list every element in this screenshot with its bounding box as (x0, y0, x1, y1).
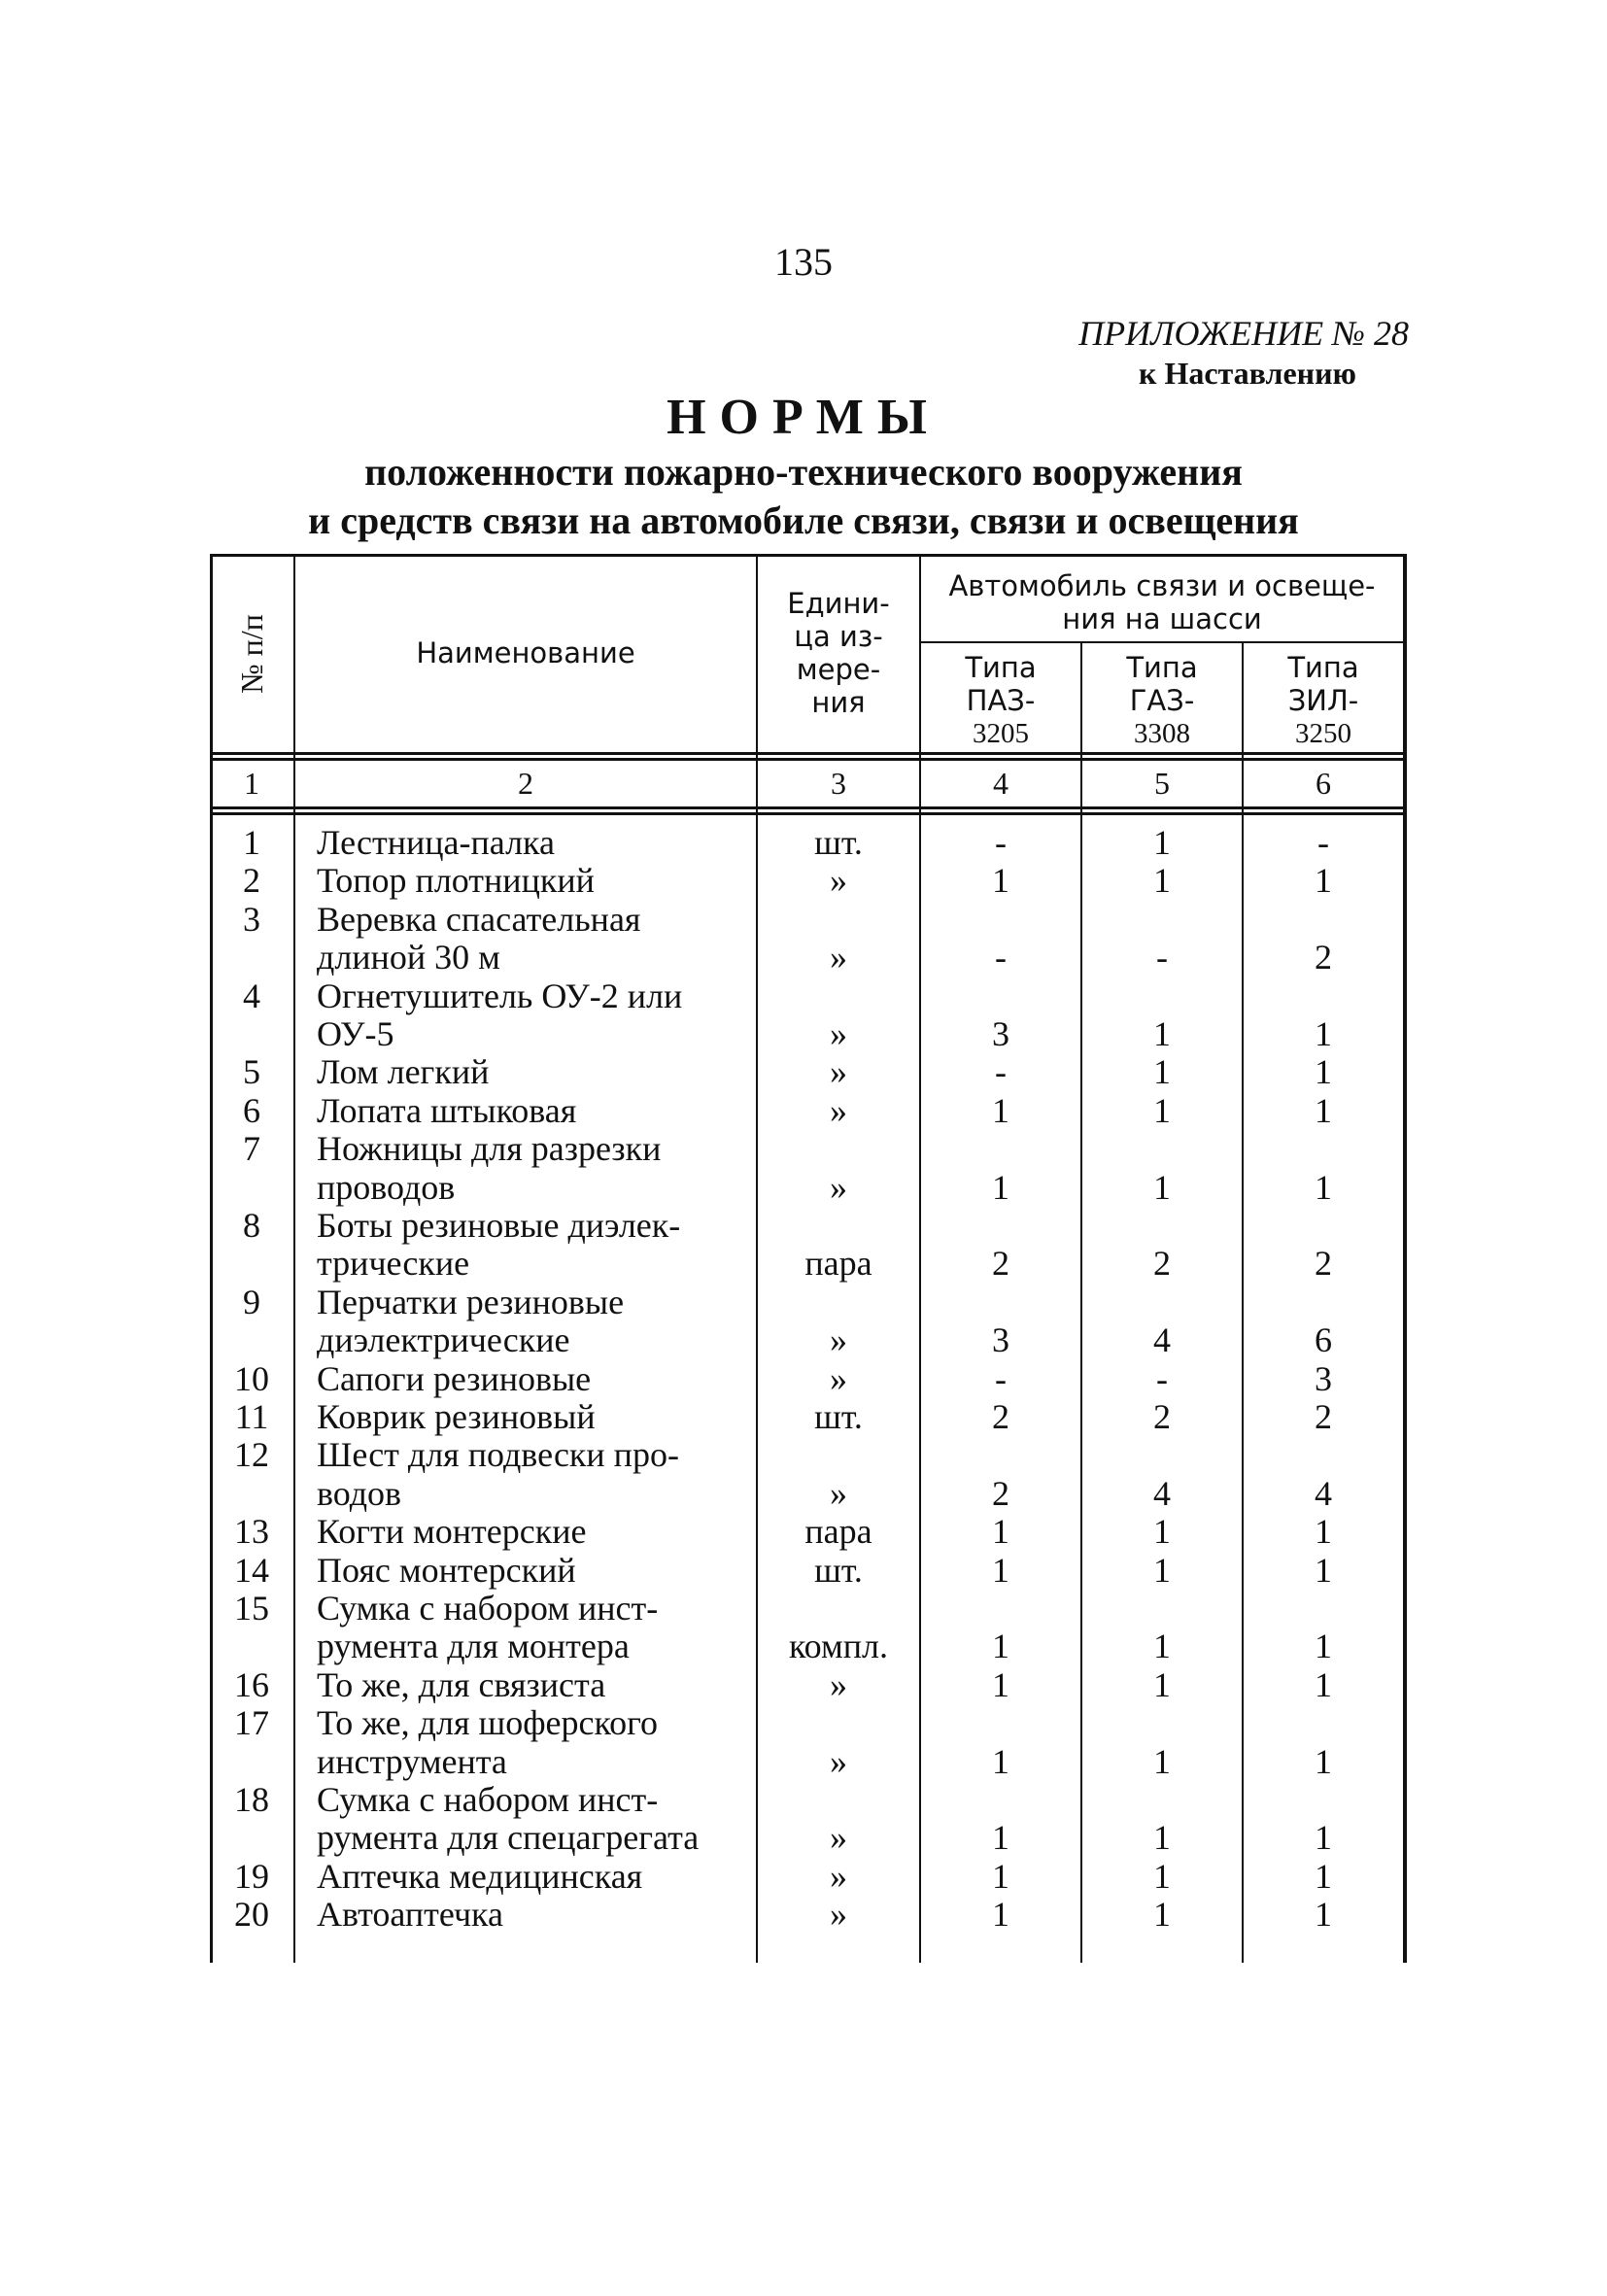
row-unit: » (830, 1895, 847, 1935)
row-name: Ножницы для разрезки (317, 1129, 662, 1169)
row-unit: » (830, 1167, 847, 1207)
row-number: 20 (234, 1895, 269, 1935)
table-right-border (1403, 554, 1407, 1963)
row-name: Коврик резиновый (317, 1397, 596, 1436)
row-name: То же, для связиста (317, 1664, 606, 1704)
row-value: 1 (1315, 861, 1332, 901)
row-unit: » (830, 1664, 847, 1704)
row-value: 1 (992, 1512, 1009, 1552)
column-number: 2 (518, 766, 533, 801)
column-number: 1 (244, 766, 259, 801)
row-number: 15 (234, 1589, 269, 1628)
row-unit: » (830, 1358, 847, 1398)
row-value: 1 (1315, 1741, 1332, 1781)
row-number: 16 (234, 1664, 269, 1704)
row-name: Лом легкий (317, 1052, 490, 1092)
row-value: 1 (1315, 1090, 1332, 1130)
row-value: 1 (1315, 1856, 1332, 1896)
row-unit: » (830, 1818, 847, 1858)
row-number: 10 (234, 1358, 269, 1398)
row-number: 14 (234, 1550, 269, 1590)
row-name: Боты резиновые диэлек- (317, 1206, 681, 1245)
row-value: - (995, 823, 1007, 862)
row-value: 4 (1315, 1473, 1332, 1513)
header-unit-line: Едини- (787, 587, 890, 620)
row-name: Лопата штыковая (317, 1090, 577, 1130)
header-type-paz (921, 651, 1080, 750)
row-name: румента для спецагрегата (317, 1818, 700, 1858)
row-unit: пара (804, 1244, 872, 1284)
row-value: - (1156, 1358, 1168, 1398)
row-name: Сумка с набором инст- (317, 1589, 659, 1628)
row-number: 7 (243, 1129, 260, 1169)
row-value: 1 (1153, 861, 1171, 901)
row-value: 1 (992, 1895, 1009, 1935)
header-unit-line: ния (811, 686, 866, 719)
row-name: диэлектрические (317, 1320, 570, 1360)
header-type-line: Типа (1287, 651, 1359, 684)
column-number: 3 (831, 766, 846, 801)
row-name: Лестница-палка (317, 823, 555, 862)
row-unit: » (830, 1320, 847, 1360)
row-name: Перчатки резиновые (317, 1282, 625, 1321)
row-value: 1 (992, 1856, 1009, 1896)
row-value: 3 (992, 1014, 1009, 1053)
row-number: 13 (234, 1512, 269, 1552)
row-number: 8 (243, 1206, 260, 1245)
row-name: Веревка спасательная (317, 899, 641, 939)
document-title: НОРМЫ (667, 390, 940, 445)
header-unit-line: ца из- (794, 620, 883, 653)
row-value: 3 (992, 1320, 1009, 1360)
row-unit: шт. (814, 823, 863, 862)
page-number: 135 (774, 240, 833, 284)
row-value: 1 (1153, 1014, 1171, 1053)
row-value: - (995, 938, 1007, 977)
row-value: 2 (1153, 1397, 1171, 1436)
row-name: румента для монтера (317, 1627, 630, 1666)
row-name: То же, для шоферского (317, 1703, 659, 1743)
row-value: - (995, 1052, 1007, 1092)
group-header-divider (919, 641, 1405, 643)
colnum-bottom-rule-2 (210, 812, 1407, 815)
row-value: 6 (1315, 1320, 1332, 1360)
row-number: 5 (243, 1052, 260, 1092)
row-value: 2 (992, 1473, 1009, 1513)
header-vehicle-group (921, 569, 1403, 635)
row-name: трические (317, 1244, 470, 1284)
row-name: проводов (317, 1167, 456, 1207)
row-number: 3 (243, 899, 260, 939)
row-name: Аптечка медицинская (317, 1856, 643, 1896)
row-number: 12 (234, 1435, 269, 1475)
row-value: 2 (992, 1244, 1009, 1284)
document-subtitle-line-1: положенности пожарно-технического вооружения (364, 450, 1243, 494)
row-name: ОУ-5 (317, 1014, 394, 1053)
row-value: 1 (1315, 1512, 1332, 1552)
row-value: 4 (1153, 1320, 1171, 1360)
header-type-line: Типа (1126, 651, 1198, 684)
header-unit (758, 587, 919, 719)
column-number: 6 (1316, 766, 1331, 801)
row-value: 1 (1315, 1014, 1332, 1053)
header-type-line: 3250 (1295, 718, 1351, 749)
row-number: 11 (234, 1397, 269, 1436)
row-value: 1 (992, 1818, 1009, 1858)
row-unit: » (830, 861, 847, 901)
row-value: 1 (1153, 823, 1171, 862)
row-value: 1 (992, 1627, 1009, 1666)
row-value: 2 (1315, 938, 1332, 977)
row-number: 17 (234, 1703, 269, 1743)
row-value: 1 (1153, 1512, 1171, 1552)
row-name: Шест для подвески про- (317, 1435, 679, 1475)
row-number: 2 (243, 861, 260, 901)
row-name: инструмента (317, 1741, 507, 1781)
row-value: 1 (1153, 1741, 1171, 1781)
row-number: 1 (243, 823, 260, 862)
row-value: 1 (992, 1167, 1009, 1207)
row-unit: шт. (814, 1397, 863, 1436)
row-number: 19 (234, 1856, 269, 1896)
header-type-line: 3205 (973, 718, 1029, 749)
header-group-line: Автомобиль связи и освеще- (948, 569, 1376, 602)
row-value: 1 (992, 1741, 1009, 1781)
row-value: 1 (1153, 1090, 1171, 1130)
row-unit: » (830, 1856, 847, 1896)
row-name: Сапоги резиновые (317, 1358, 592, 1398)
row-number: 18 (234, 1780, 269, 1819)
row-value: 1 (1153, 1895, 1171, 1935)
row-name: Огнетушитель ОУ-2 или (317, 976, 683, 1015)
header-name: Наименование (416, 636, 635, 669)
row-number: 6 (243, 1090, 260, 1130)
column-number: 5 (1154, 766, 1170, 801)
colnum-bottom-rule-1 (210, 806, 1407, 809)
header-group-line: ния на шасси (1062, 602, 1262, 635)
row-value: 1 (1315, 1818, 1332, 1858)
row-value: 1 (992, 861, 1009, 901)
row-unit: » (830, 1090, 847, 1130)
header-type-zil (1244, 651, 1403, 750)
row-number: 4 (243, 976, 260, 1015)
row-value: 1 (1153, 1550, 1171, 1590)
row-value: 1 (1315, 1550, 1332, 1590)
row-value: 1 (1153, 1664, 1171, 1704)
row-value: 1 (1153, 1167, 1171, 1207)
row-value: 1 (1315, 1052, 1332, 1092)
row-value: - (1317, 823, 1329, 862)
header-type-line: ГАЗ- (1129, 684, 1195, 717)
row-unit: » (830, 1741, 847, 1781)
appendix-sublabel: к Наставлению (1139, 356, 1356, 391)
row-value: 1 (1315, 1627, 1332, 1666)
appendix-label: ПРИЛОЖЕНИЕ № 28 (1078, 314, 1409, 353)
document-subtitle-line-2: и средств связи на автомобиле связи, связи и освещения (308, 498, 1299, 542)
row-value: 2 (992, 1397, 1009, 1436)
row-name: Пояс монтерский (317, 1550, 576, 1590)
column-number: 4 (993, 766, 1009, 801)
row-value: 1 (992, 1090, 1009, 1130)
row-unit: » (830, 1014, 847, 1053)
header-type-line: ЗИЛ- (1287, 684, 1359, 717)
table-top-border (210, 554, 1407, 557)
header-type-line: Типа (965, 651, 1037, 684)
row-value: 1 (992, 1664, 1009, 1704)
row-unit: пара (804, 1512, 872, 1552)
row-name: Сумка с набором инст- (317, 1780, 659, 1819)
norms-table (210, 554, 1407, 1963)
row-name: водов (317, 1473, 402, 1513)
row-value: 4 (1153, 1473, 1171, 1513)
row-value: 1 (1315, 1664, 1332, 1704)
row-value: - (995, 1358, 1007, 1398)
header-bottom-rule-2 (210, 758, 1407, 761)
row-value: 1 (1315, 1167, 1332, 1207)
row-unit: компл. (789, 1627, 888, 1666)
row-value: 3 (1315, 1358, 1332, 1398)
row-value: - (1156, 938, 1168, 977)
row-name: длиной 30 м (317, 938, 500, 977)
row-unit: » (830, 1052, 847, 1092)
row-name: Автоаптечка (317, 1895, 503, 1935)
row-unit: » (830, 938, 847, 977)
row-number: 9 (243, 1282, 260, 1321)
row-unit: » (830, 1473, 847, 1513)
header-type-line: 3308 (1134, 718, 1190, 749)
header-num: № п/п (234, 614, 269, 694)
header-unit-line: мере- (796, 653, 881, 686)
row-value: 2 (1315, 1244, 1332, 1284)
row-value: 1 (1153, 1856, 1171, 1896)
row-value: 1 (1153, 1627, 1171, 1666)
row-name: Топор плотницкий (317, 861, 595, 901)
row-value: 2 (1153, 1244, 1171, 1284)
row-value: 1 (1315, 1895, 1332, 1935)
header-bottom-rule-1 (210, 752, 1407, 755)
row-value: 1 (992, 1550, 1009, 1590)
row-name: Когти монтерские (317, 1512, 587, 1552)
row-value: 1 (1153, 1818, 1171, 1858)
row-unit: шт. (814, 1550, 863, 1590)
row-value: 1 (1153, 1052, 1171, 1092)
row-value: 2 (1315, 1397, 1332, 1436)
header-type-gaz (1082, 651, 1242, 750)
header-type-line: ПАЗ- (966, 684, 1036, 717)
